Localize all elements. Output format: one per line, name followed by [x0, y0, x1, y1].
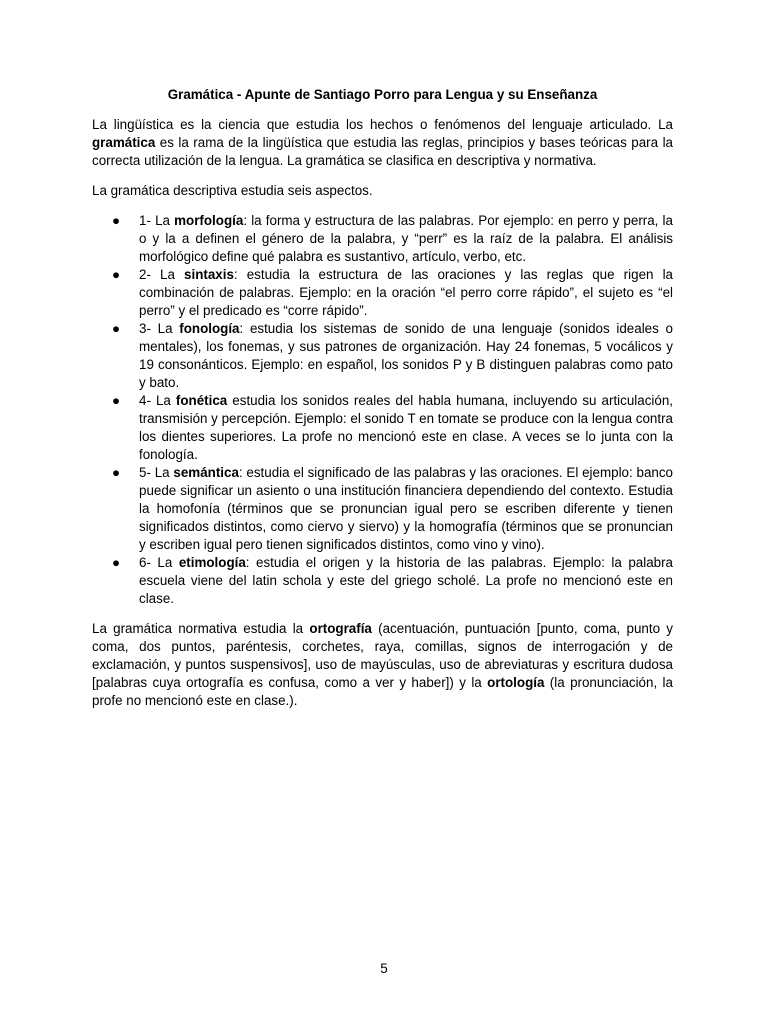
normative-text-2: (acentuación, puntuación [punto, coma, punto y coma, dos puntos, paréntesis, corchetes, raya, comillas, signos de interrogación y de exclamación, y puntos suspensivos], uso de mayúsculas, uso de abreviaturas y escritura dudosa [palabras cuya ortografía es confusa, como a ver y haber]) y la: [92, 621, 673, 690]
item-description: : estudia el significado de las palabras y las oraciones. El ejemplo: banco puede significar un asiento o una institución financiera dependiendo del contexto. Estudia la homofonía (términos que se pronuncian igual pero se escriben diferente y tienen significados distintos, como ciervo y siervo) y la homografía (términos que se pronuncian y escriben igual pero tienen significados distintos, como vino y vino).: [139, 465, 673, 552]
bullet-icon: ●: [112, 393, 121, 408]
document-title: Gramática - Apunte de Santiago Porro para Lengua y su Enseñanza: [167, 87, 598, 102]
item-description: estudia los sonidos reales del habla humana, incluyendo su articulación, transmisión y percepción. Ejemplo: el sonido T en tomate se produce con la lengua contra los dientes superiores. La profe no mencionó este en clase. A veces se lo junta con la fonología.: [139, 393, 673, 462]
item-term: semántica: [173, 465, 239, 480]
intro-text-1: La lingüística es la ciencia que estudia los hechos o fenómenos del lenguaje articulado. La: [92, 117, 673, 132]
list-item: [92, 554, 673, 608]
list-item: [92, 464, 673, 554]
normative-term-ortologia: ortología: [487, 675, 545, 690]
bullet-icon: ●: [112, 267, 121, 282]
aspects-list: [92, 212, 673, 608]
item-prefix: 1- La: [139, 213, 175, 228]
intro-text-2: es la rama de la lingüística que estudia las reglas, principios y bases teóricas para la correcta utilización de la lengua. La gramática se clasifica en descriptiva y normativa.: [92, 135, 673, 168]
intro-term-gramatica: gramática: [92, 135, 156, 150]
item-term: fonología: [179, 321, 240, 336]
item-description: : estudia la estructura de las oraciones y las reglas que rigen la combinación de palabras. Ejemplo: en la oración “el perro corre rápido”, el sujeto es “el perro” y el predicado es “corre rápido”.: [139, 267, 673, 318]
normative-text-1: La gramática normativa estudia la: [92, 621, 310, 636]
item-description: : estudia el origen y la historia de las palabras. Ejemplo: la palabra escuela viene del latin schola y este del griego scholé. La profe no mencionó este en clase.: [139, 555, 674, 606]
item-term: fonética: [175, 393, 228, 408]
bullet-icon: ●: [112, 321, 121, 336]
bullet-icon: ●: [112, 465, 121, 480]
page-number: 5: [380, 961, 388, 976]
item-prefix: 2- La: [139, 267, 185, 282]
item-term: morfología: [174, 213, 244, 228]
item-prefix: 3- La: [139, 321, 180, 336]
item-description: : estudia los sistemas de sonido de una lenguaje (sonidos ideales o mentales), los fonemas, y sus patrones de organización. Hay 24 fonemas, 5 vocálicos y 19 consonánticos. Ejemplo: en español, los sonidos P y B distinguen palabras como pato y bato.: [139, 321, 673, 390]
item-term: etimología: [178, 555, 246, 570]
list-item: [92, 212, 673, 266]
list-item: [92, 320, 673, 392]
item-prefix: 4- La: [139, 393, 176, 408]
bullet-icon: ●: [112, 213, 121, 228]
normative-term-ortografia: ortografía: [309, 621, 372, 636]
list-item: [92, 266, 673, 320]
intro-paragraph: [92, 116, 673, 170]
item-term: sintaxis: [184, 267, 234, 282]
normative-text-3: (la pronunciación, la profe no mencionó este en clase.).: [92, 675, 673, 708]
descriptive-intro-paragraph: La gramática descriptiva estudia seis aspectos.: [92, 183, 373, 198]
item-description: : la forma y estructura de las palabras. Por ejemplo: en perro y perra, la o y la a definen el género de la palabra, y “perr” es la raíz de la palabra. El análisis morfológico define qué palabra es sustantivo, artículo, verbo, etc.: [139, 213, 673, 264]
list-item: [92, 392, 673, 464]
bullet-icon: ●: [112, 555, 121, 570]
item-prefix: 5- La: [139, 465, 174, 480]
item-prefix: 6- La: [139, 555, 179, 570]
normative-paragraph: [92, 620, 673, 710]
document-page: [92, 86, 673, 722]
